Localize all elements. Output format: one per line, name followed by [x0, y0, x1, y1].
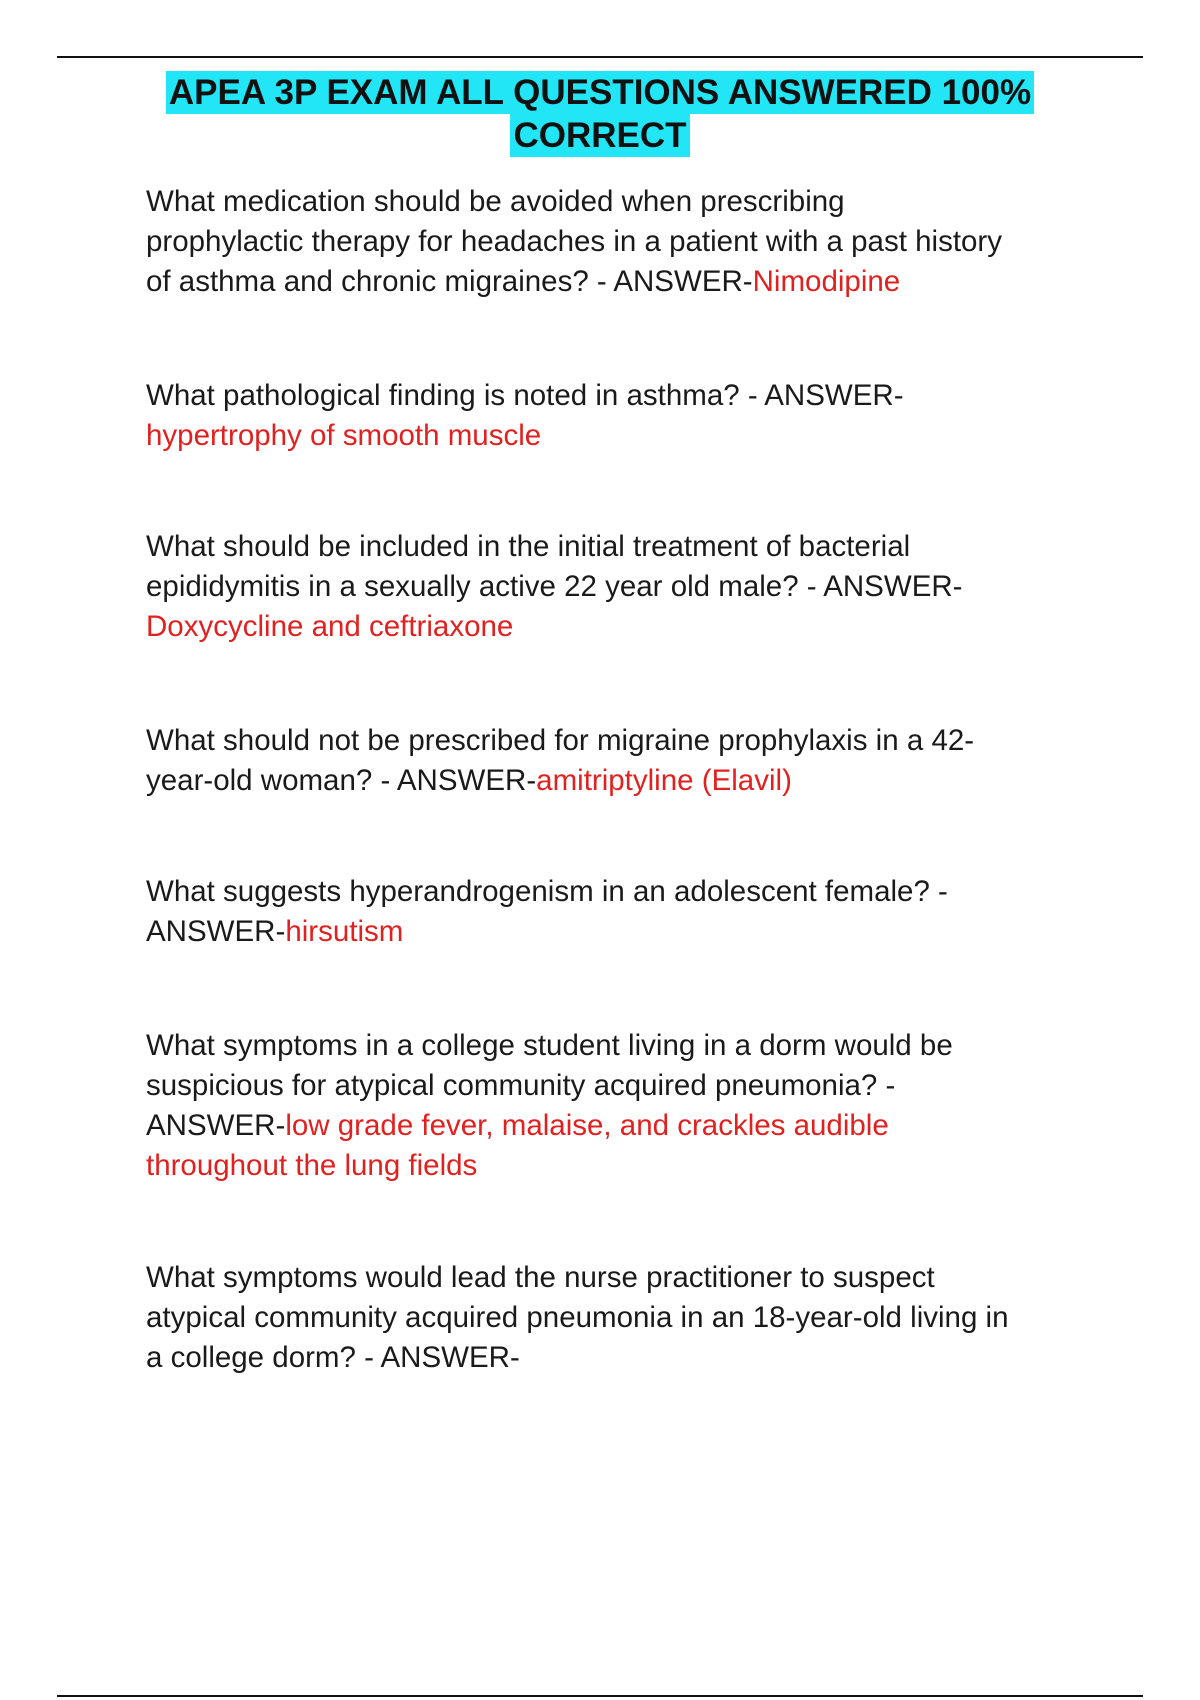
question-text: ANSWER-	[146, 1109, 286, 1142]
question-text: What symptoms in a college student living in a dorm would be	[146, 1029, 953, 1062]
qa-item-1	[146, 182, 1106, 302]
bottom-rule	[57, 1695, 1143, 1697]
question-text: What pathological finding is noted in asthma? - ANSWER-	[146, 379, 904, 412]
question-text: a college dorm? - ANSWER-	[146, 1341, 520, 1374]
question-text: What should be included in the initial treatment of bacterial	[146, 530, 911, 563]
question-text: What medication should be avoided when prescribing	[146, 185, 845, 218]
answer-text: hirsutism	[285, 915, 404, 948]
title-line-1: APEA 3P EXAM ALL QUESTIONS ANSWERED 100%	[166, 71, 1034, 114]
question-text: prophylactic therapy for headaches in a patient with a past history	[146, 225, 1002, 258]
question-text: atypical community acquired pneumonia in an 18-year-old living in	[146, 1301, 1009, 1334]
question-text: of asthma and chronic migraines? - ANSWER-	[146, 265, 753, 298]
qa-item-4	[146, 721, 1106, 801]
question-text: What should not be prescribed for migraine prophylaxis in a 42-	[146, 724, 975, 757]
answer-text: Nimodipine	[752, 265, 901, 298]
answer-text: throughout the lung fields	[146, 1149, 478, 1182]
qa-item-6	[146, 1026, 1106, 1186]
question-text: ANSWER-	[146, 915, 286, 948]
top-rule	[57, 56, 1143, 58]
answer-text: hypertrophy of smooth muscle	[146, 419, 542, 452]
page-title	[0, 71, 1200, 157]
question-text: epididymitis in a sexually active 22 year old male? - ANSWER-	[146, 570, 963, 603]
question-text: year-old woman? - ANSWER-	[146, 764, 537, 797]
qa-item-3	[146, 527, 1106, 647]
answer-text: amitriptyline (Elavil)	[536, 764, 792, 797]
title-line-2: CORRECT	[510, 114, 689, 157]
question-text: What symptoms would lead the nurse practitioner to suspect	[146, 1261, 935, 1294]
question-text: What suggests hyperandrogenism in an adolescent female? -	[146, 875, 948, 908]
qa-item-2	[146, 376, 1106, 456]
qa-item-5	[146, 872, 1106, 952]
answer-text: low grade fever, malaise, and crackles audible	[285, 1109, 889, 1142]
qa-item-7	[146, 1258, 1106, 1378]
question-text: suspicious for atypical community acquired pneumonia? -	[146, 1069, 896, 1102]
answer-text: Doxycycline and ceftriaxone	[146, 610, 514, 643]
